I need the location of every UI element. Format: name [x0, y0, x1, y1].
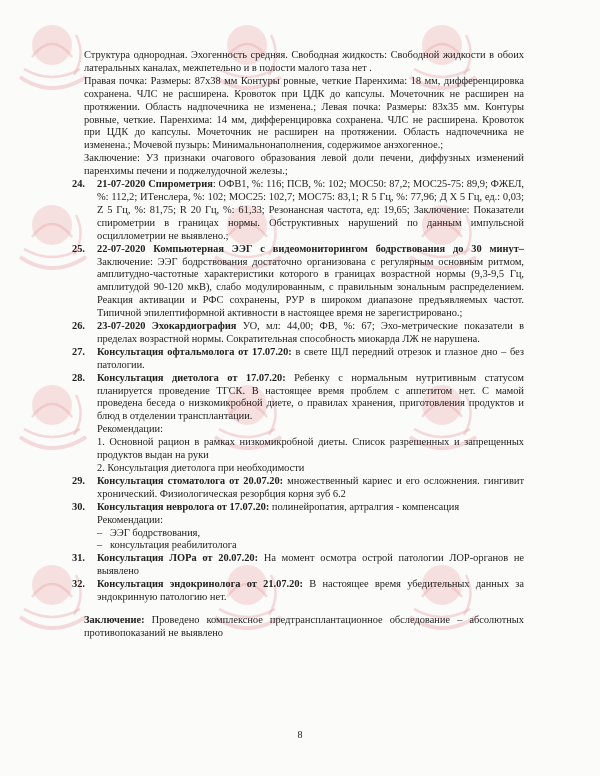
neuro-recommendations-title: Рекомендации: — [97, 514, 163, 526]
item-text: : ОФВ1, %: 116; ПСВ, %: 102; МОС50: 87,2; МОС25-75: 89,9; ФЖЕЛ, %: 112,2; ИТенслера, %: 102; МОС25: 102,7; МОС75: 83,1; R 5 Гц, %: 77,96; Д Х 5 Гц, ед.: 0,03; Z 5 Гц, %: 81,75; R 20 Гц, %: 61,33; Резонансная частота, ед: 19,65; Заключение: Показатели спирометрии в границах нормы. Обструктивных нарушений по данным импульсной осциллометрии не выявлено.; — [97, 179, 524, 242]
item-heading: Консультация офтальмолога от 17.07.20: — [97, 346, 292, 358]
item-24 — [72, 179, 524, 244]
neuro-recommendation-2: – консультация реабилитолога — [97, 540, 237, 552]
dash-marker: – — [97, 540, 103, 552]
item-27 — [72, 346, 524, 373]
item-heading: Консультация диетолога от 17.07.20: — [97, 372, 286, 384]
item-number: 30. — [72, 501, 85, 513]
item-28 — [72, 372, 524, 425]
item-heading: 23-07-2020 Эхокардиография — [97, 321, 237, 333]
item-number: 24. — [72, 179, 85, 191]
dash-marker: – — [97, 527, 103, 539]
item-heading: 22-07-2020 Компьютерная ЭЭГ с видеомониторингом бодрствования до 30 минут– — [97, 243, 524, 255]
diet-recommendations-title: Рекомендации: — [97, 424, 163, 436]
item-30 — [72, 501, 524, 515]
intro-paragraph-1: Структура однородная. Эхогенность средняя. Свободная жидкость: Свободной жидкости в обоих латеральных каналах, межпетельно и в полости малого таза нет . — [84, 50, 524, 74]
item-text: В настоящее время убедительных данных за эндокринную патологию нет. — [97, 579, 524, 604]
item-text: Ребенку с нормальным нутритивным статусом планируется проведение ТГСК. В настоящее время проблем с аппетитом нет. С мамой проведена беседа о низкомикробной диете, о правилах хранения, приготовления продуктов и блюд в отделении трансплантации. — [97, 372, 524, 423]
item-number: 32. — [72, 579, 85, 591]
item-number: 31. — [72, 553, 85, 565]
intro-paragraph-2: Правая почка: Размеры: 87х38 мм Контуры ровные, четкие Паренхима: 18 мм, дифференцировка сохранена. ЧЛС не расширена. Кровоток при ЦДК до капсулы. Мочеточник не расширен на протяжении. Область надпочечника не изменена.; Левая почка: Размеры: 83х35 мм. Контуры ровные, четкие. Паренхима: 14 мм, дифференцировка сохранена. ЧЛС не расширена. Кровоток при ЦДК до капсулы. Мочеточник не расширен на протяжении. Область надпочечника не изменена.; Мочевой пузырь: Минимальнонаполнения, содержимое анэхогенное.; — [84, 75, 524, 152]
intro-conclusion: Заключение: УЗ признаки очагового образования левой доли печени, диффузных изменений паренхимы печени и поджелудочной железы.; — [84, 153, 524, 178]
item-heading: Консультация невролога от 17.07.20: — [97, 501, 270, 513]
item-heading: Консультация ЛОРа от 20.07.20: — [97, 553, 259, 565]
item-heading: Консультация эндокринолога от 21.07.20: — [97, 579, 303, 591]
conclusion-text: Проведено комплексное предтрансплантационное обследование – абсолютных противопоказаний не выявлено — [84, 614, 524, 639]
page-number: 8 — [297, 730, 303, 741]
item-number: 26. — [72, 321, 85, 333]
item-31 — [72, 553, 524, 579]
item-text: в свете ЩЛ передний отрезок и глазное дно – без патологии. — [97, 346, 524, 371]
diet-recommendation-2: 2. Консультация диетолога при необходимости — [97, 463, 305, 474]
final-conclusion — [84, 615, 524, 641]
item-text: множественный кариес и его осложнения. гингивит хронический. Физиологическая резорбция корня зуб 6.2 — [97, 475, 524, 500]
item-text: УО, мл: 44,00; ФВ, %: 67; Эхо-метрические показатели в пределах возрастной нормы. Сократительная способность миокарда ЛЖ не нарушена. — [97, 321, 525, 345]
item-text: На момент осмотра острой патологии ЛОР-органов не выявлено — [97, 553, 524, 578]
item-26 — [72, 321, 525, 347]
item-heading: Консультация стоматолога от 20.07.20: — [97, 475, 284, 487]
item-heading: 21-07-2020 Спирометрия — [97, 179, 213, 191]
item-number: 28. — [72, 372, 85, 384]
diet-recommendation-1: 1. Основной рацион в рамках низкомикробной диеты. Список разрешенных и запрещенных продуктов выдан на руки — [97, 437, 524, 462]
item-number: 29. — [72, 475, 85, 487]
item-32 — [72, 579, 524, 605]
item-29 — [72, 475, 524, 502]
item-text: Заключение: ЭЭГ бодрствования достаточно организована с регулярным основным ритмом, амплитудно-частотные характеристики которого в границах возрастной нормы (9,3-9,5 Гц, амплитудой 90-120 мкВ), слабо модулированным, с правильным зональным распределением. Реакция активации и РФС сохранены, РУР в широком диапазоне предъявляемых частот. Типичной эпилептиформной активности в настоящее время не зарегистрировано.; — [97, 256, 524, 320]
neuro-recommendation-1: – ЭЭГ бодрствования, — [97, 527, 201, 539]
item-number: 27. — [72, 346, 85, 358]
conclusion-label: Заключение: — [84, 614, 145, 626]
item-number: 25. — [72, 243, 85, 255]
document-page — [72, 50, 525, 641]
item-text: полинейропатия, артралгия - компенсация — [269, 501, 460, 513]
item-25 — [72, 243, 524, 321]
